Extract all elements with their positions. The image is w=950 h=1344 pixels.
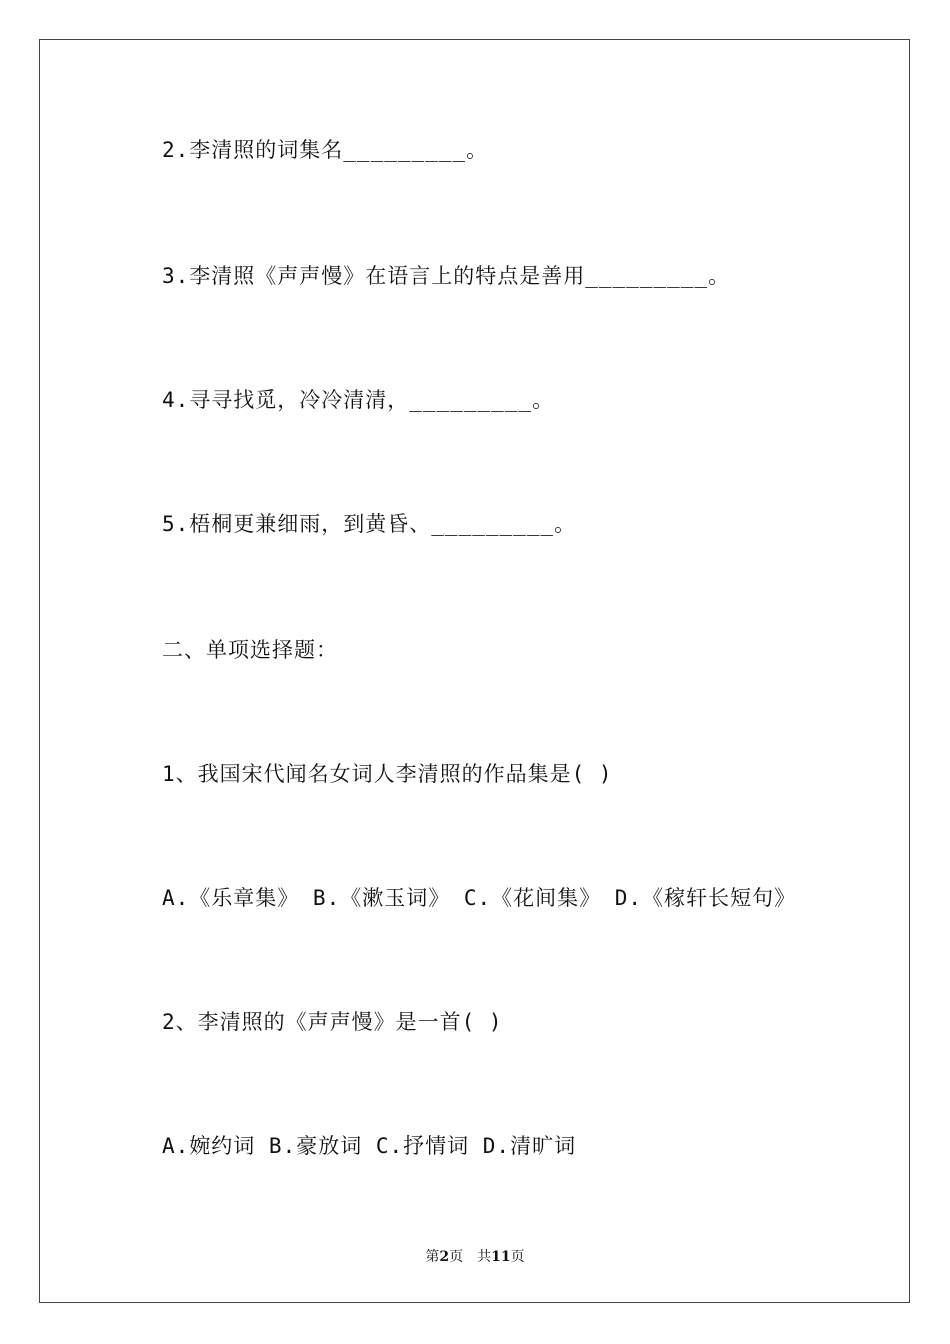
page-footer [0,1248,950,1266]
page-border [39,39,910,1303]
footer-suffix: 页 [510,1249,525,1265]
footer-page-number: 2 [439,1249,450,1265]
choice-question-2-options: A.婉约词 B.豪放词 C.抒情词 D.清旷词 [162,1134,577,1158]
fill-blank-question-5: 5.梧桐更兼细雨，到黄昏、_________。 [162,512,577,536]
section-heading-multiple-choice: 二、单项选择题： [162,638,338,662]
choice-question-1: 1、我国宋代闻名女词人李清照的作品集是( ) [162,762,613,786]
choice-question-1-options: A.《乐章集》 B.《漱玉词》 C.《花间集》 D.《稼轩长短句》 [162,886,797,910]
footer-middle: 页 共 [449,1249,492,1265]
fill-blank-question-3: 3.李清照《声声慢》在语言上的特点是善用_________。 [162,264,731,288]
fill-blank-question-4: 4.寻寻找觅，冷冷清清，_________。 [162,388,555,412]
choice-question-2: 2、李清照的《声声慢》是一首( ) [162,1010,503,1034]
fill-blank-question-2: 2.李清照的词集名_________。 [162,138,489,162]
footer-total-pages: 11 [491,1249,511,1265]
footer-prefix: 第 [425,1249,440,1265]
